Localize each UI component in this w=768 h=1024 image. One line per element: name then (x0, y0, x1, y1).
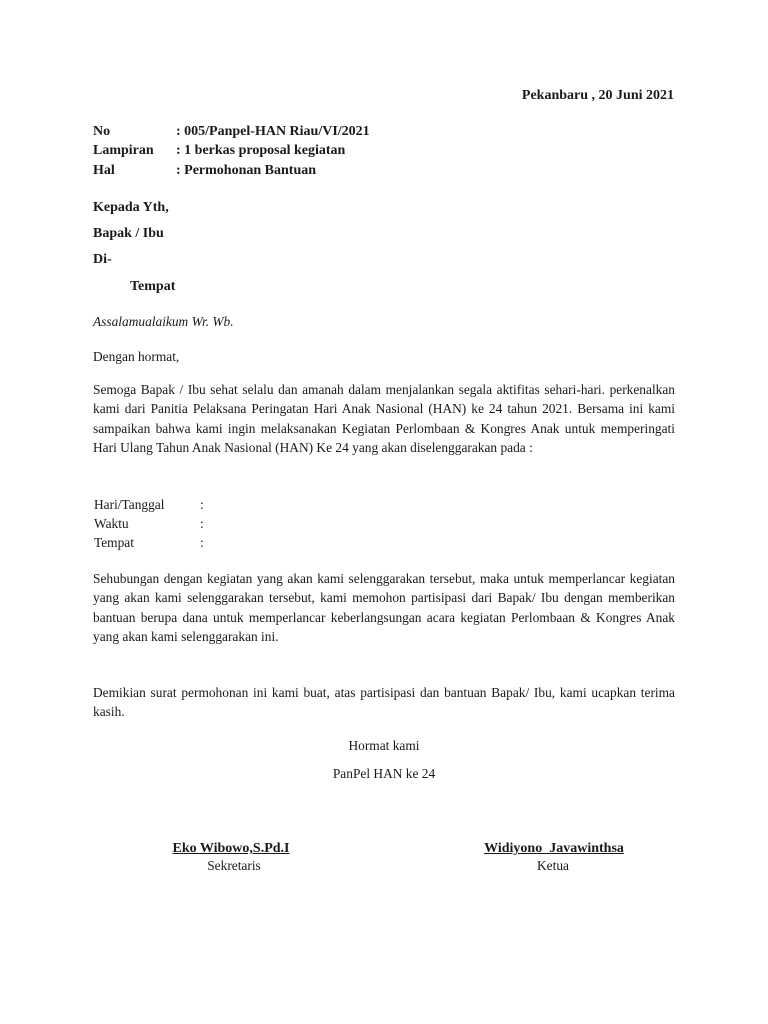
paragraph-request: Sehubungan dengan kegiatan yang akan kami selenggarakan tersebut, maka untuk memperlancar kegiatan yang akan kami selenggarakan tersebut, kami memohon partisipasi dari Bapak/ Ibu dengan memberikan bantuan berupa dana untuk memperlancar keberlangsungan acara kegiatan Perlombaan & Kongres Anak yang akan kami selenggarakan ini. (93, 571, 675, 645)
detail-colon-time: : (200, 516, 204, 531)
closing-regards: Hormat kami (348, 738, 420, 753)
recipient-line-2: Bapak / Ibu (93, 226, 164, 241)
meta-value-hal: : Permohonan Bantuan (176, 163, 317, 178)
salutation: Dengan hormat, (93, 349, 180, 364)
paragraph-closing: Demikian surat permohonan ini kami buat, atas partisipasi dan bantuan Bapak/ Ibu, kami ucapkan terima kasih. (93, 685, 675, 720)
detail-label-place: Tempat (94, 535, 134, 550)
recipient-line-1: Kepada Yth, (93, 200, 169, 215)
paragraph-intro: Semoga Bapak / Ibu sehat selalu dan amanah dalam menjalankan segala aktifitas sehari-hari. perkenalkan kami dari Panitia Pelaksana Peringatan Hari Anak Nasional (HAN) ke 24 tahun 2021. Bersama ini kami sampaikan bahwa kami ingin melaksanakan Kegiatan Perlombaan & Kongres Anak untuk memperingati Hari Ulang Tahun Anak Nasional (HAN) Ke 24 yang akan diselenggarakan pada : (93, 382, 675, 456)
detail-label-time: Waktu (94, 516, 129, 531)
detail-colon-place: : (200, 535, 204, 550)
recipient-line-4: Tempat (130, 279, 176, 294)
greeting: Assalamualaikum Wr. Wb. (93, 314, 234, 329)
meta-label-hal: Hal (93, 163, 115, 178)
signatory-name-chair: Widiyono Javawinthsa (484, 841, 624, 856)
detail-label-date: Hari/Tanggal (94, 497, 165, 512)
signatory-name-secretary: Eko Wibowo,S.Pd.I (172, 841, 290, 856)
meta-label-no: No (93, 124, 111, 139)
detail-colon-date: : (200, 497, 204, 512)
signatory-title-chair: Ketua (537, 858, 569, 873)
letter-date: Pekanbaru , 20 Juni 2021 (521, 88, 674, 103)
closing-organization: PanPel HAN ke 24 (332, 766, 436, 781)
signatory-title-secretary: Sekretaris (207, 858, 261, 873)
recipient-line-3: Di- (93, 252, 112, 267)
meta-value-lampiran: : 1 berkas proposal kegiatan (176, 143, 346, 158)
meta-label-lampiran: Lampiran (93, 143, 154, 158)
meta-value-no: : 005/Panpel-HAN Riau/VI/2021 (176, 124, 370, 139)
